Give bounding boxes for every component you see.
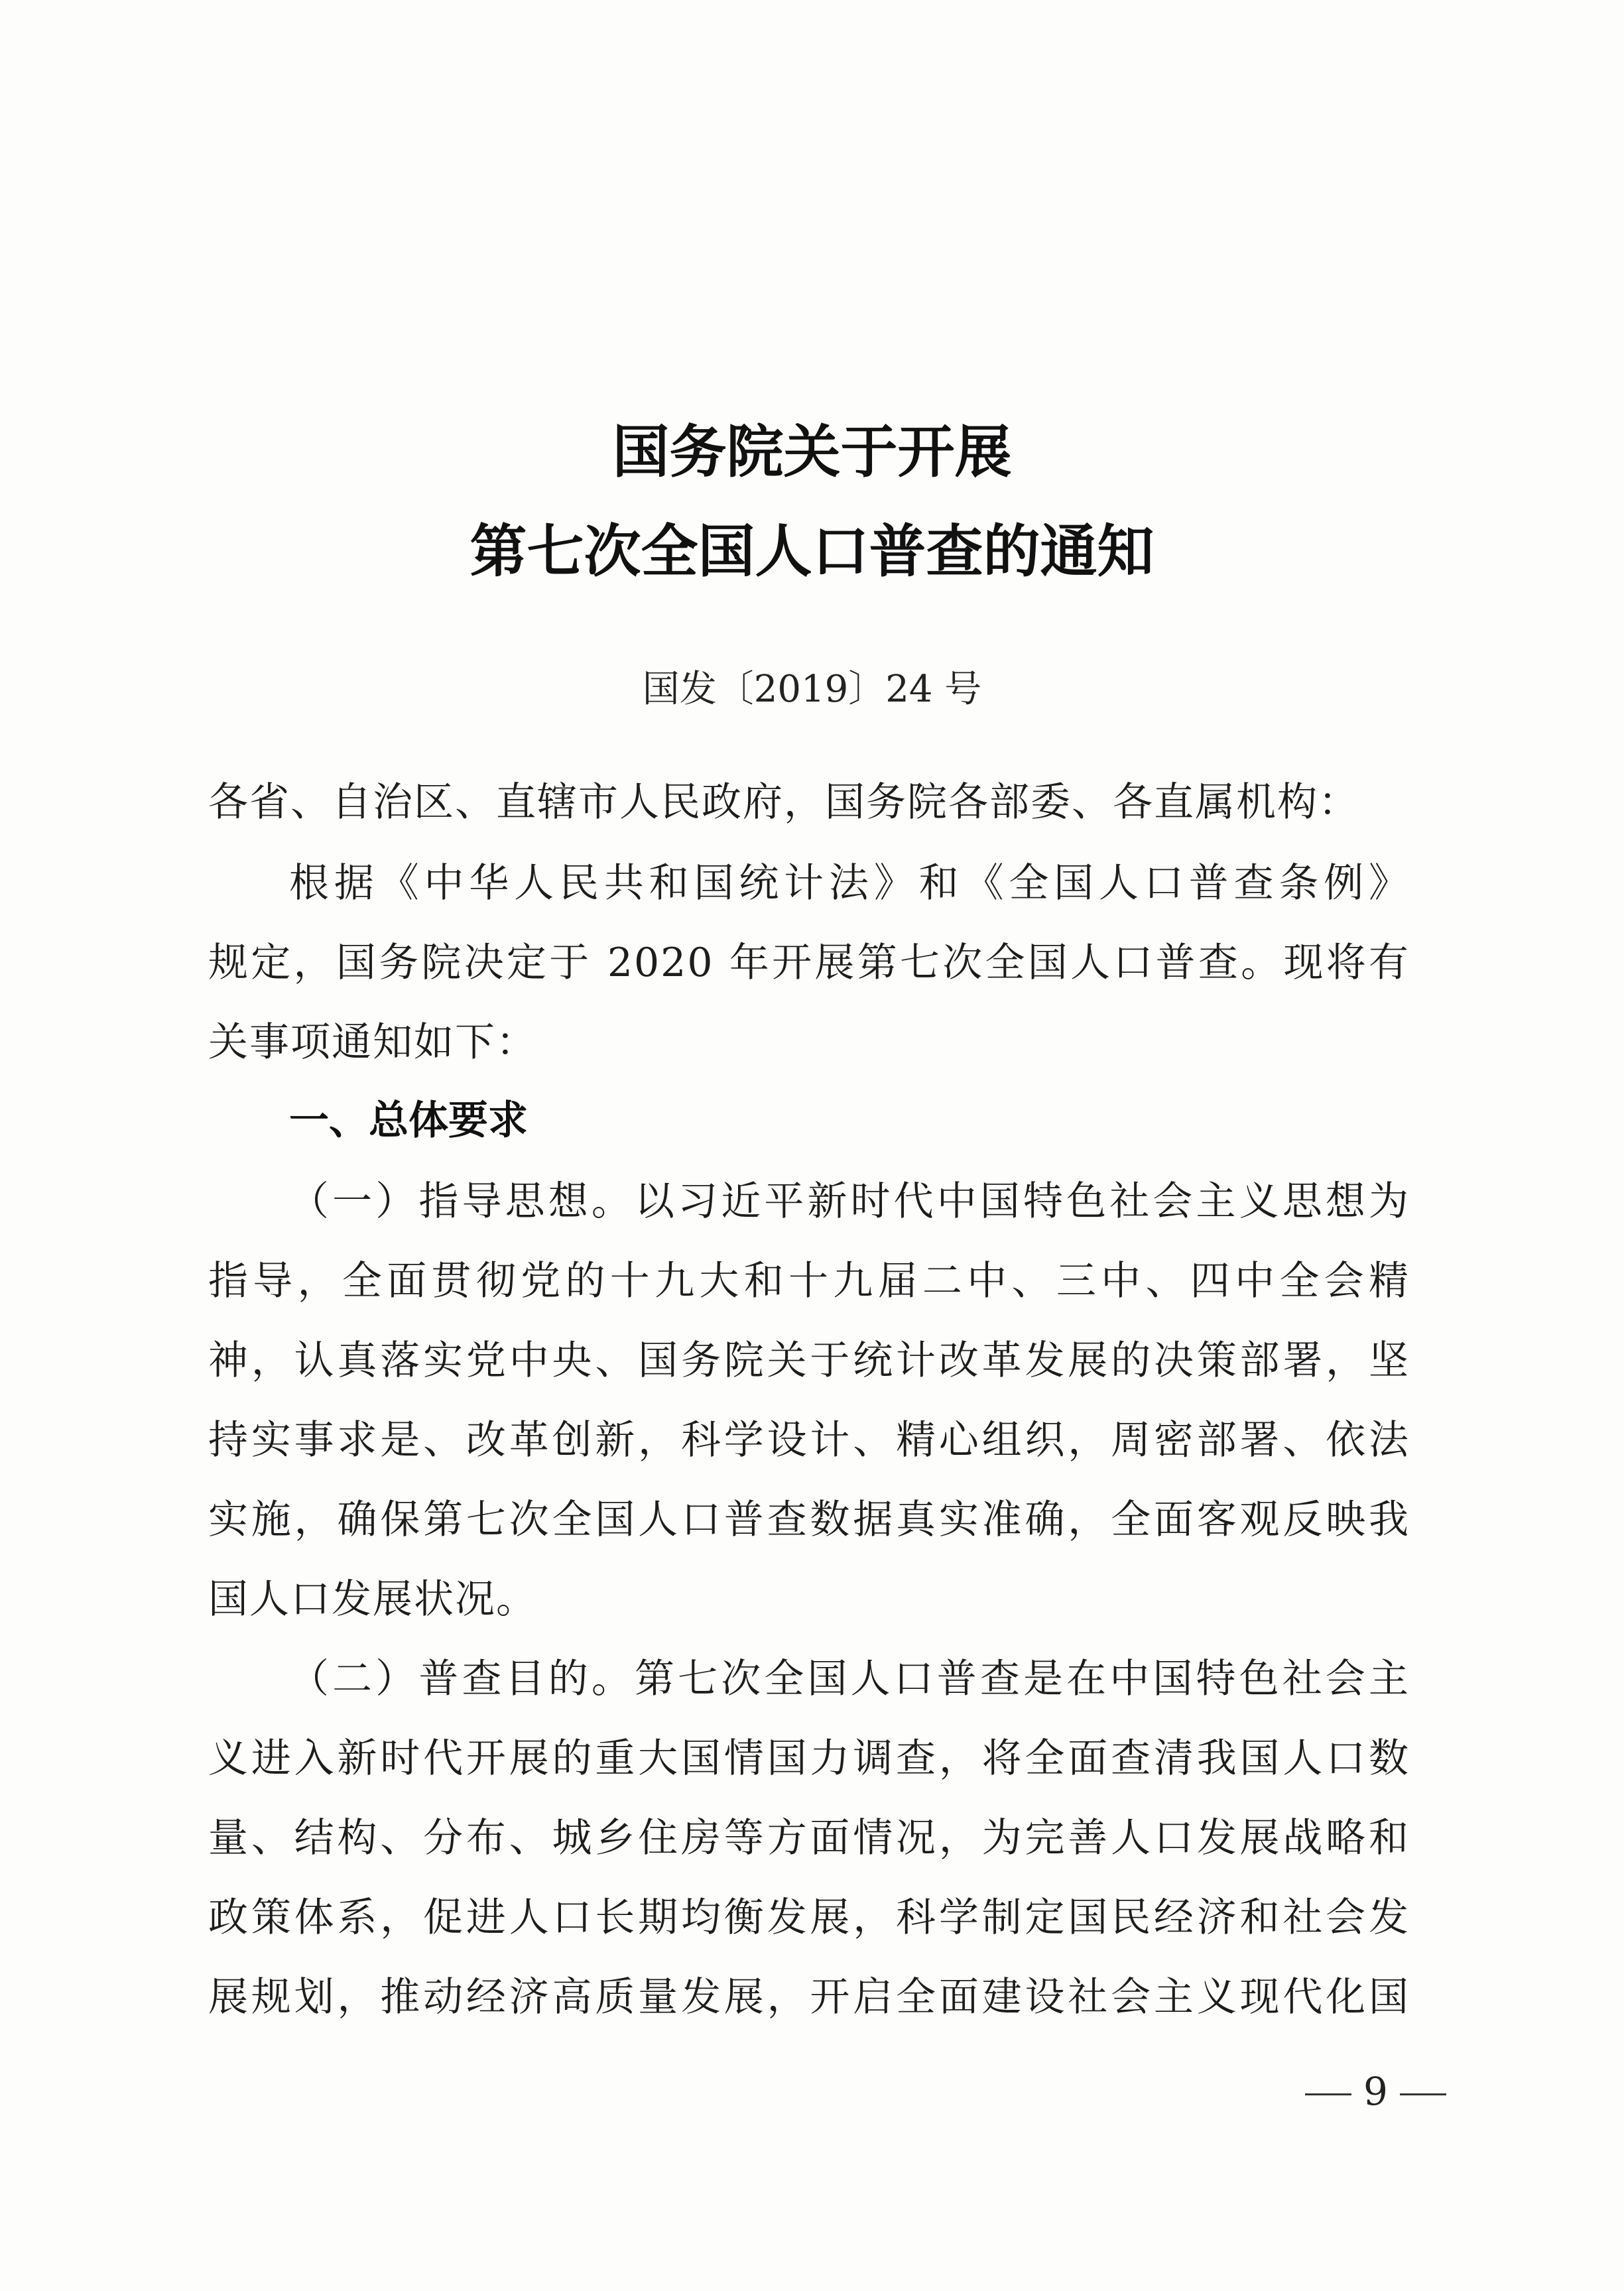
document-title-line1: 国务院关于开展 xyxy=(612,419,1012,485)
para2-line-3: 量、结构、分布、城乡住房等方面情况，为完善人口发展战略和 xyxy=(208,1815,1410,1861)
page-number xyxy=(1293,2069,1458,2114)
para1-line-6: 国人口发展状况。 xyxy=(208,1576,537,1623)
salutation: 各省、自治区、直辖市人民政府，国务院各部委、各直属机构： xyxy=(208,779,1359,826)
page-number-dash-right xyxy=(1400,2093,1446,2095)
para1-line-1: （一）指导思想。以习近平新时代中国特色社会主义思想为 xyxy=(289,1178,1410,1225)
para2-line-5: 展规划，推动经济高质量发展，开启全面建设社会主义现代化国 xyxy=(208,1974,1410,2020)
para1-line-4: 持实事求是、改革创新，科学设计、精心组织，周密部署、依法 xyxy=(208,1417,1410,1463)
para1-line-5: 实施，确保第七次全国人口普查数据真实准确，全面客观反映我 xyxy=(208,1497,1410,1543)
intro-line-2: 规定，国务院决定于 2020 年开展第七次全国人口普查。现将有 xyxy=(208,940,1410,986)
para2-line-1: （二）普查目的。第七次全国人口普查是在中国特色社会主 xyxy=(289,1656,1410,1702)
para1-line-3: 神，认真落实党中央、国务院关于统计改革发展的决策部署，坚 xyxy=(208,1337,1410,1384)
page-number-value: 9 xyxy=(1363,2069,1388,2114)
para2-line-4: 政策体系，促进人口长期均衡发展，科学制定国民经济和社会发 xyxy=(208,1894,1410,1941)
page-number-dash-left xyxy=(1305,2093,1351,2095)
section-heading: 一、总体要求 xyxy=(289,1097,528,1144)
document-number: 国发〔2019〕24 号 xyxy=(642,668,982,711)
intro-line-3: 关事项通知如下： xyxy=(208,1019,537,1066)
intro-line-1: 根据《中华人民共和国统计法》和《全国人口普查条例》 xyxy=(289,860,1410,906)
document-title-line2: 第七次全国人口普查的通知 xyxy=(469,519,1155,585)
para1-line-2: 指导，全面贯彻党的十九大和十九届二中、三中、四中全会精 xyxy=(208,1258,1410,1304)
para2-line-2: 义进入新时代开展的重大国情国力调查，将全面查清我国人口数 xyxy=(208,1735,1410,1782)
